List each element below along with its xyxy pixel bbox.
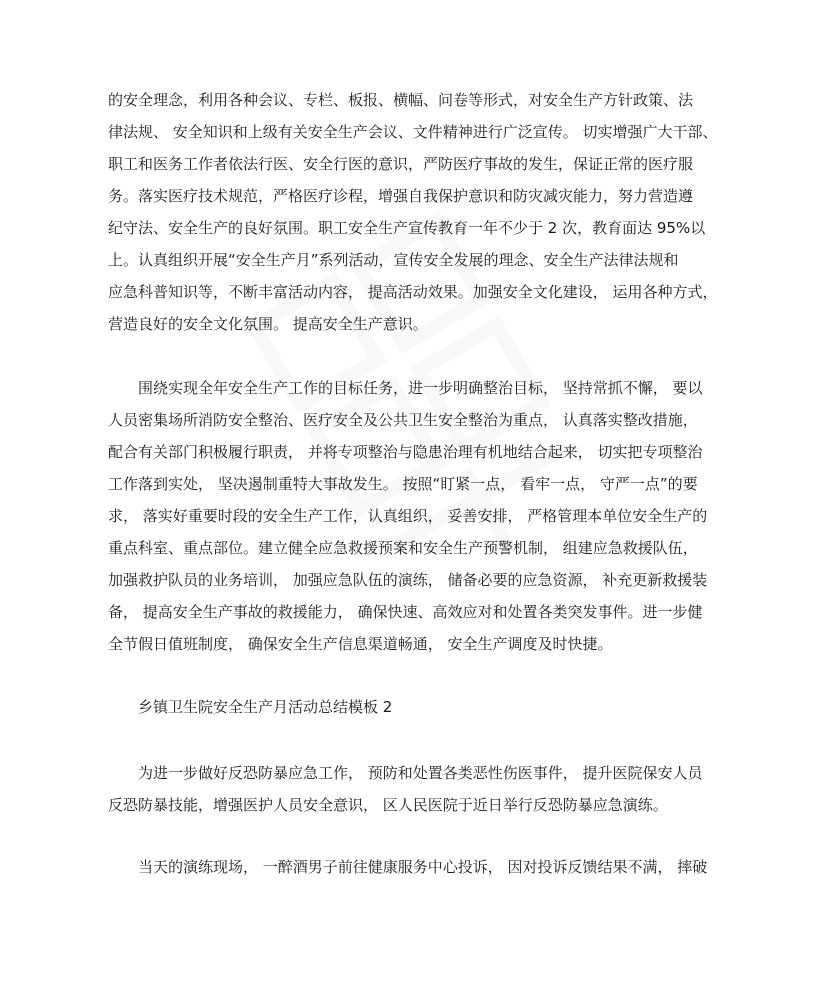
text-line: 备， 提高安全生产事故的救援能力， 确保快速、高效应对和处置各类突发事件。进一步健 [108, 603, 703, 621]
text-line: 应急科普知识等，不断丰富活动内容， 提高活动效果。加强安全文化建设， 运用各种方式， [108, 283, 718, 301]
text-line: 务。落实医疗技术规范，严格医疗诊程，增强自我保护意识和防灾减灾能力，努力营造遵 [108, 187, 694, 205]
text-line: 的安全理念，利用各种会议、专栏、板报、横幅、问卷等形式，对安全生产方针政策、法 [108, 91, 694, 109]
text-line: 人员密集场所消防安全整治、医疗安全及公共卫生安全整治为重点， 认真落实整改措施， [108, 411, 698, 429]
paragraph-4 [108, 851, 728, 883]
text-line: 职工和医务工作者依法行医、安全行医的意识，严防医疗事故的发生，保证正常的医疗服 [108, 155, 694, 173]
paragraph-1 [108, 84, 728, 340]
text-line: 营造良好的安全文化氛围。 提高安全生产意识。 [108, 315, 428, 333]
text-line: 求， 落实好重要时段的安全生产工作，认真组织， 妥善安排， 严格管理本单位安全生产的 [108, 507, 708, 525]
text-line: 围绕实现全年安全生产工作的目标任务，进一步明确整治目标， 坚持常抓不懈， 要以 [138, 379, 703, 397]
heading-text: 乡镇卫生院安全生产月活动总结模板 2 [138, 698, 393, 716]
text-line: 反恐防暴技能，增强医护人员安全意识， 区人民医院于近日举行反恐防暴应急演练。 [108, 796, 668, 814]
text-line: 加强救护队员的业务培训， 加强应急队伍的演练， 储备必要的应急资源， 补充更新救援装 [108, 571, 708, 589]
paragraph-2 [108, 372, 728, 660]
text-line: 为进一步做好反恐防暴应急工作， 预防和处置各类恶性伤医事件， 提升医院保安人员 [138, 764, 703, 782]
text-line: 全节假日值班制度， 确保安全生产信息渠道畅通， 安全生产调度及时快捷。 [108, 635, 613, 653]
text-line: 重点科室、重点部位。建立健全应急救援预案和安全生产预警机制， 组建应急救援队伍， [108, 539, 698, 557]
paragraph-3 [108, 757, 728, 821]
text-line: 工作落到实处， 坚决遏制重特大事故发生。 按照“盯紧一点， 看牢一点， 守严一点”的要 [108, 475, 698, 493]
text-line: 配合有关部门积极履行职责， 并将专项整治与隐患治理有机地结合起来， 切实把专项整治 [108, 443, 703, 461]
text-line: 上。认真组织开展“安全生产月”系列活动，宣传安全发展的理念、安全生产法律法规和 [108, 251, 679, 269]
text-line: 律法规、 安全知识和上级有关安全生产会议、文件精神进行广泛宣传。 切实增强广大干部、 [108, 123, 718, 141]
text-line: 当天的演练现场， 一醉酒男子前往健康服务中心投诉， 因对投诉反馈结果不满， 摔破 [138, 858, 708, 876]
text-line: 纪守法、安全生产的良好氛围。职工安全生产宣传教育一年不少于 2 次，教育面达 95%以 [108, 219, 706, 237]
section-heading [108, 691, 728, 723]
